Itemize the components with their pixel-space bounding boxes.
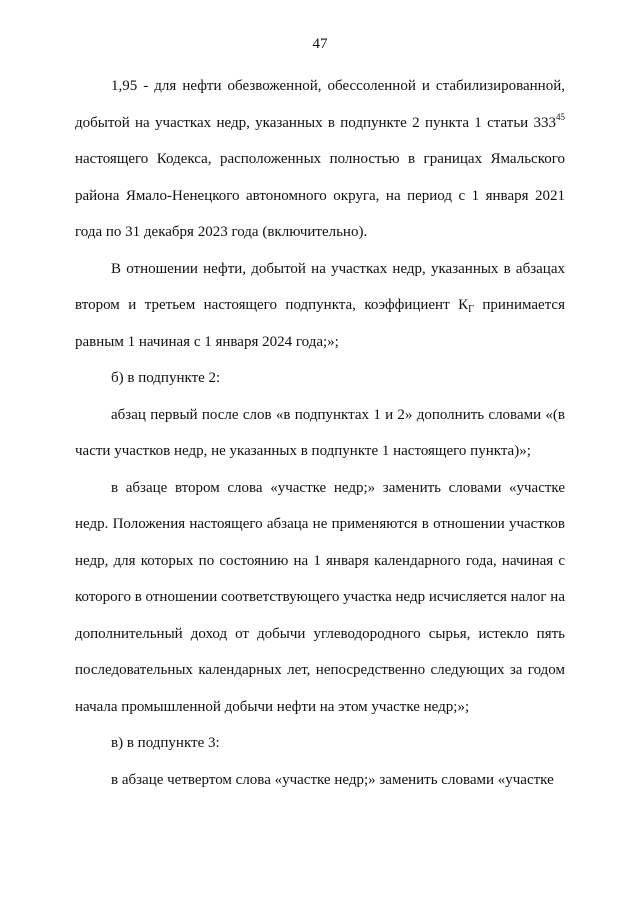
coefficient-subscript: Г — [468, 304, 474, 315]
paragraph-second-abzac-amendment: в абзаце втором слова «участке недр;» заменить словами «участке недр. Положения настоящего абзаца не применяются в отношении участков недр, для которых по состоянию на 1 января календарного года, начиная с которого в отношении соответствующего участка недр исчисляется налог на дополнительный доход от добычи углеводородного сырья, истекло пять последовательных календарных лет, непосредственно следующих за годом начала промышленной добычи нефти на этом участке недр;»; — [75, 479, 565, 715]
page-number: 47 — [312, 36, 328, 52]
paragraph-fourth-abzac-amendment: в абзаце четвертом слова «участке недр;» заменить словами «участке — [111, 771, 554, 788]
document-body — [75, 68, 565, 798]
paragraph-first-abzac-amendment: абзац первый после слов «в подпунктах 1 и 2» дополнить словами «(в части участков недр, не указанных в подпункте 1 настоящего пункта)»; — [75, 406, 565, 459]
article-superscript: 45 — [556, 111, 565, 122]
paragraph-text: В отношении нефти, добытой на участках недр, указанных в абзацах втором и третьем настоящего подпункта, коэффициент К — [75, 260, 565, 313]
paragraph-text: 1,95 - для нефти обезвоженной, обессоленной и стабилизированной, добытой на участках недр, указанных в подпункте 2 пункта 1 статьи 333 — [75, 78, 565, 131]
paragraph-subitem-b: б) в подпункте 2: — [111, 370, 221, 386]
paragraph-subitem-v: в) в подпункте 3: — [111, 735, 220, 751]
paragraph-text: настоящего Кодекса, расположенных полностью в границах Ямальского района Ямало-Ненецкого автономного округа, на период с 1 января 2021 года по 31 декабря 2023 года (включительно). — [75, 151, 565, 240]
paragraph-coefficient-1-95 — [75, 68, 565, 251]
paragraph-coefficient-kg — [75, 251, 565, 361]
paragraph-text: принимается равным 1 начиная с 1 января 2024 года;»; — [75, 297, 565, 350]
